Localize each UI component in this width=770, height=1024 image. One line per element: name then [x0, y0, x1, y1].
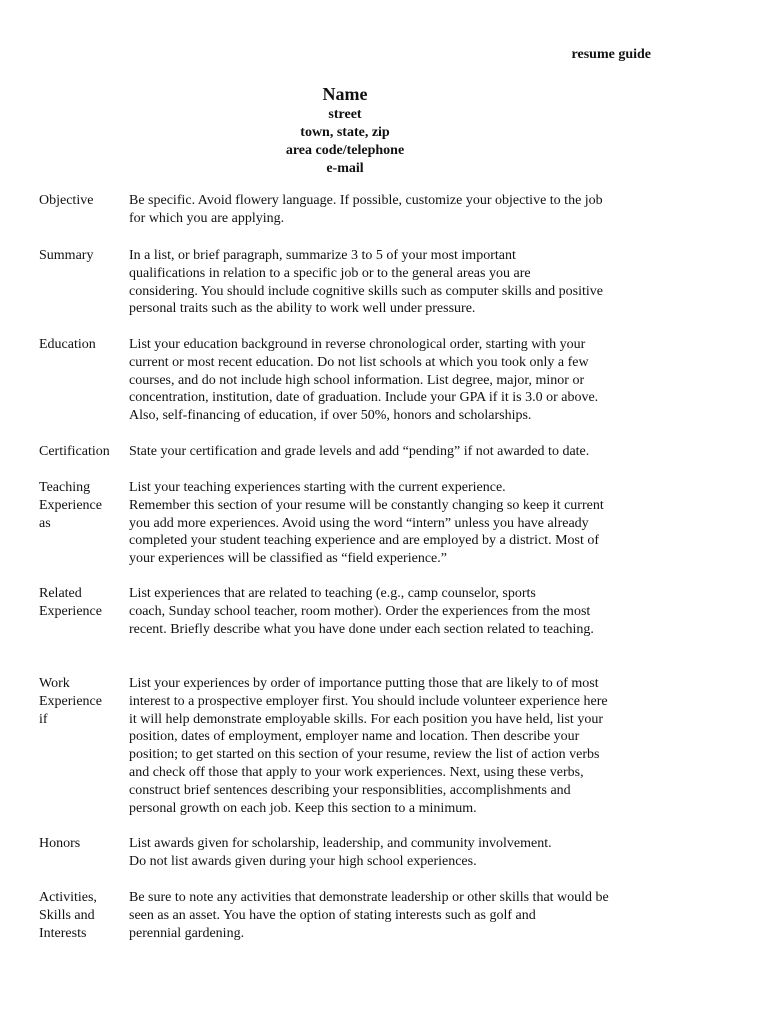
- body-line: Remember this section of your resume will be constantly changing so keep it current: [129, 497, 604, 513]
- section-body: [129, 835, 659, 871]
- resume-header: [0, 82, 690, 178]
- label-line: Activities,: [39, 890, 97, 905]
- body-line: Be sure to note any activities that demonstrate leadership or other skills that would be: [129, 890, 609, 905]
- section-label: [39, 336, 127, 354]
- body-line: perennial gardening.: [129, 925, 245, 941]
- body-line: position; to get started on this section of your resume, review the list of action verbs: [129, 747, 600, 763]
- body-line: State your certification and grade levels and add “pending” if not awarded to date.: [129, 444, 590, 459]
- body-line: List your experiences by order of importance putting those that are likely to of most: [129, 676, 599, 691]
- label-line: Certification: [39, 444, 110, 459]
- body-line: position, dates of employment, employer name and location. Then describe your: [129, 729, 580, 745]
- section-body: [129, 247, 659, 318]
- body-line: qualifications in relation to a specific job or to the general areas you are: [129, 265, 531, 281]
- body-line: personal traits such as the ability to work well under pressure.: [129, 301, 476, 317]
- body-line: personal growth on each job. Keep this section to a minimum.: [129, 800, 477, 816]
- body-line: recent. Briefly describe what you have done under each section related to teaching.: [129, 621, 594, 637]
- label-line: Related: [39, 586, 82, 601]
- body-line: current or most recent education. Do not list schools at which you took only a few: [129, 354, 589, 370]
- section-body: [129, 479, 659, 568]
- header-phone: area code/telephone: [285, 143, 405, 158]
- label-line: Interests: [39, 925, 87, 941]
- section-body: [129, 192, 659, 228]
- body-line: considering. You should include cognitive skills such as computer skills and positive: [129, 283, 604, 299]
- section-label: [39, 889, 127, 942]
- page-label: resume guide: [571, 47, 651, 62]
- section-label: [39, 675, 127, 728]
- label-line: Summary: [39, 248, 94, 263]
- body-line: seen as an asset. You have the option of stating interests such as golf and: [129, 907, 536, 923]
- section-label: [39, 192, 127, 210]
- body-line: you add more experiences. Avoid using the word “intern” unless you have already: [129, 515, 589, 531]
- label-line: as: [39, 515, 51, 531]
- body-line: In a list, or brief paragraph, summarize 3 to 5 of your most important: [129, 248, 516, 263]
- label-line: Honors: [39, 836, 81, 851]
- body-line: List your teaching experiences starting with the current experience.: [129, 480, 506, 495]
- body-line: completed your student teaching experience and are employed by a district. Most of: [129, 533, 600, 549]
- label-line: Experience: [39, 603, 102, 619]
- section-body: [129, 585, 659, 638]
- body-line: courses, and do not include high school information. List degree, major, minor or: [129, 372, 585, 388]
- body-line: List awards given for scholarship, leadership, and community involvement.: [129, 836, 552, 851]
- body-line: Be specific. Avoid flowery language. If possible, customize your objective to the job: [129, 193, 603, 208]
- section-label: [39, 479, 127, 532]
- body-line: and check off those that apply to your work experiences. Next, using these verbs,: [129, 764, 584, 780]
- label-line: Objective: [39, 193, 94, 208]
- body-line: interest to a prospective employer first. You should include volunteer experience here: [129, 693, 608, 709]
- label-line: Experience: [39, 693, 102, 709]
- section-label: [39, 247, 127, 265]
- body-line: List your education background in reverse chronological order, starting with your: [129, 337, 586, 352]
- body-line: Also, self-financing of education, if over 50%, honors and scholarships.: [129, 408, 532, 424]
- section-body: [129, 675, 659, 817]
- body-line: construct brief sentences describing your responsiblities, accomplishments and: [129, 782, 571, 798]
- header-street: street: [328, 107, 362, 122]
- label-line: Experience: [39, 497, 102, 513]
- label-line: if: [39, 711, 48, 727]
- header-town: town, state, zip: [300, 125, 390, 140]
- body-line: concentration, institution, date of graduation. Include your GPA if it is 3.0 or above.: [129, 390, 599, 406]
- header-name: Name: [322, 84, 368, 104]
- label-line: Work: [39, 676, 70, 691]
- body-line: your experiences will be classified as “field experience.”: [129, 551, 447, 567]
- body-line: coach, Sunday school teacher, room mother). Order the experiences from the most: [129, 603, 591, 619]
- body-line: List experiences that are related to teaching (e.g., camp counselor, sports: [129, 586, 536, 601]
- label-line: Teaching: [39, 480, 91, 495]
- label-line: Skills and: [39, 907, 95, 923]
- section-body: [129, 336, 659, 425]
- body-line: Do not list awards given during your high school experiences.: [129, 853, 477, 869]
- header-email: e-mail: [326, 161, 364, 176]
- section-label: [39, 443, 127, 461]
- label-line: Education: [39, 337, 96, 352]
- section-body: [129, 889, 659, 942]
- section-body: [129, 443, 659, 461]
- section-label: [39, 585, 127, 621]
- section-label: [39, 835, 127, 853]
- body-line: it will help demonstrate employable skills. For each position you have held, list your: [129, 711, 603, 727]
- body-line: for which you are applying.: [129, 210, 285, 226]
